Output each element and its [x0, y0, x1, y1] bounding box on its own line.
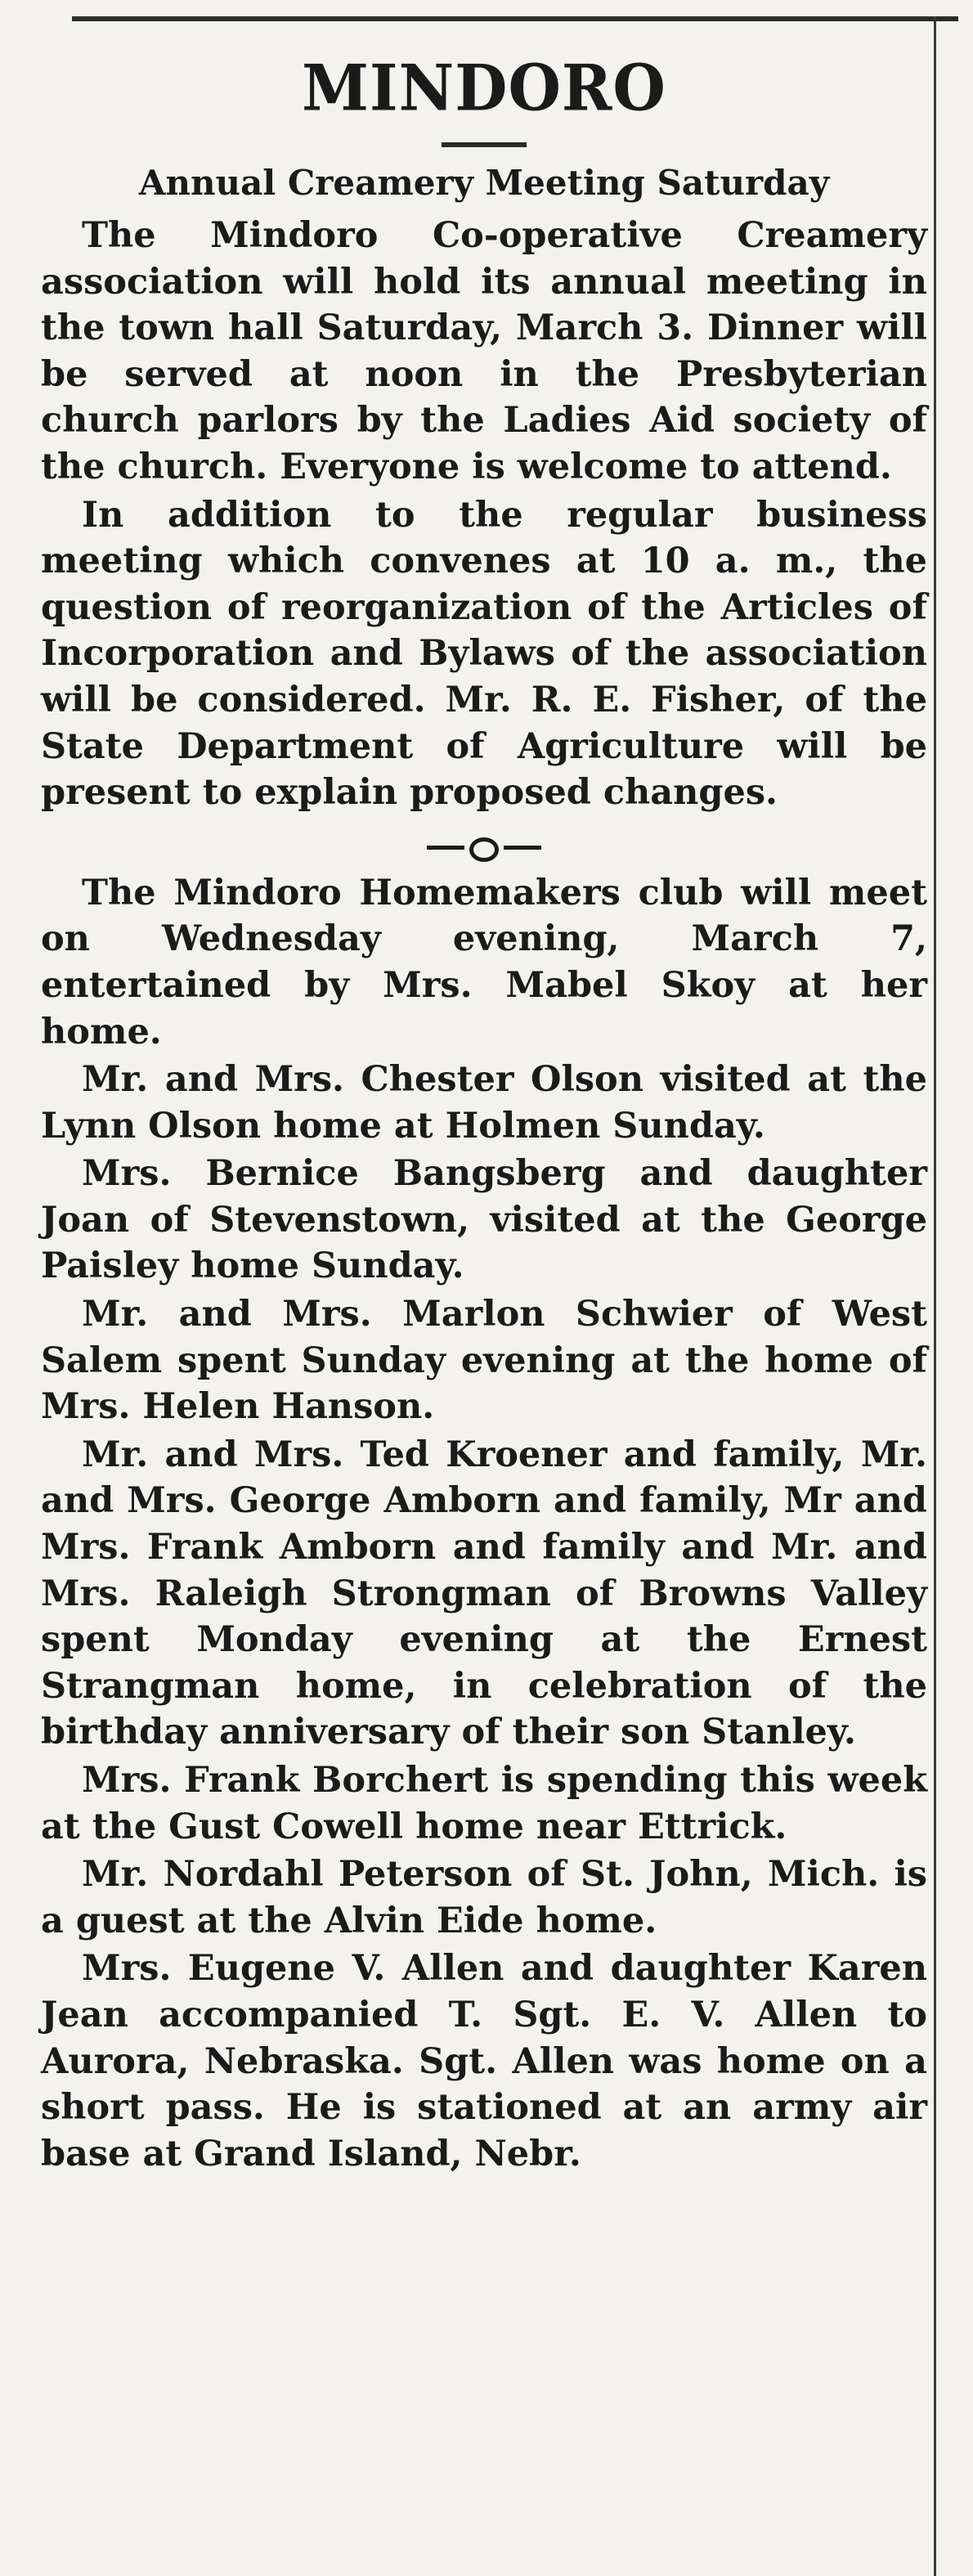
news-item: Mr. and Mrs. Ted Kroener and family, Mr. and Mrs. George Amborn and family, Mr and Mrs. Frank Amborn and family and Mr. and Mrs. Raleigh Strongman of Browns Valley spent Monday evening at the Ernest Strangman home, in celebration of the birthday anniversary of their son Stanley. — [41, 1434, 927, 1753]
news-item: Mr. Nordahl Peterson of St. John, Mich. is a guest at the Alvin Eide home. — [41, 1854, 927, 1941]
masthead-underline — [442, 142, 527, 147]
news-item: Mr. and Mrs. Chester Olson visited at the Lynn Olson home at Holmen Sunday. — [41, 1059, 927, 1147]
headline: Annual Creamery Meeting Saturday — [138, 163, 830, 203]
separator-ornament — [469, 837, 499, 862]
news-column — [41, 33, 927, 2177]
separator-line — [427, 846, 464, 850]
news-item: Mrs. Bernice Bangsberg and daughter Joan of Stevenstown, visited at the George Paisley home Sunday. — [41, 1153, 927, 1287]
section-separator — [427, 834, 541, 862]
column-rule — [934, 16, 936, 2576]
lead-paragraph: In addition to the regular business meeting which convenes at 10 a. m., the question of reorganization of the Articles of Incorporation and Bylaws of the association will be considered. Mr. R. E. Fisher, of the State Department of Agriculture will be present to explain proposed changes. — [41, 494, 927, 814]
news-item: Mr. and Mrs. Marlon Schwier of West Salem spent Sunday evening at the home of Mrs. Helen Hanson. — [41, 1294, 927, 1428]
separator-line — [504, 846, 541, 850]
masthead: MINDORO — [302, 51, 666, 126]
news-item: The Mindoro Homemakers club will meet on Wednesday evening, March 7, entertained by Mrs. Mabel Skoy at her home. — [41, 872, 927, 1052]
news-item: Mrs. Eugene V. Allen and daughter Karen Jean accompanied T. Sgt. E. V. Allen to Aurora, Nebraska. Sgt. Allen was home on a short pass. He is stationed at an army air base at Grand Island, Nebr. — [41, 1948, 927, 2174]
news-item: Mrs. Frank Borchert is spending this week at the Gust Cowell home near Ettrick. — [41, 1760, 927, 1847]
top-rule — [72, 16, 958, 21]
lead-paragraph: The Mindoro Co-operative Creamery association will hold its annual meeting in the town hall Saturday, March 3. Dinner will be served at noon in the Presbyterian church parlors by the Ladies Aid society of the church. Everyone is welcome to attend. — [41, 215, 927, 487]
